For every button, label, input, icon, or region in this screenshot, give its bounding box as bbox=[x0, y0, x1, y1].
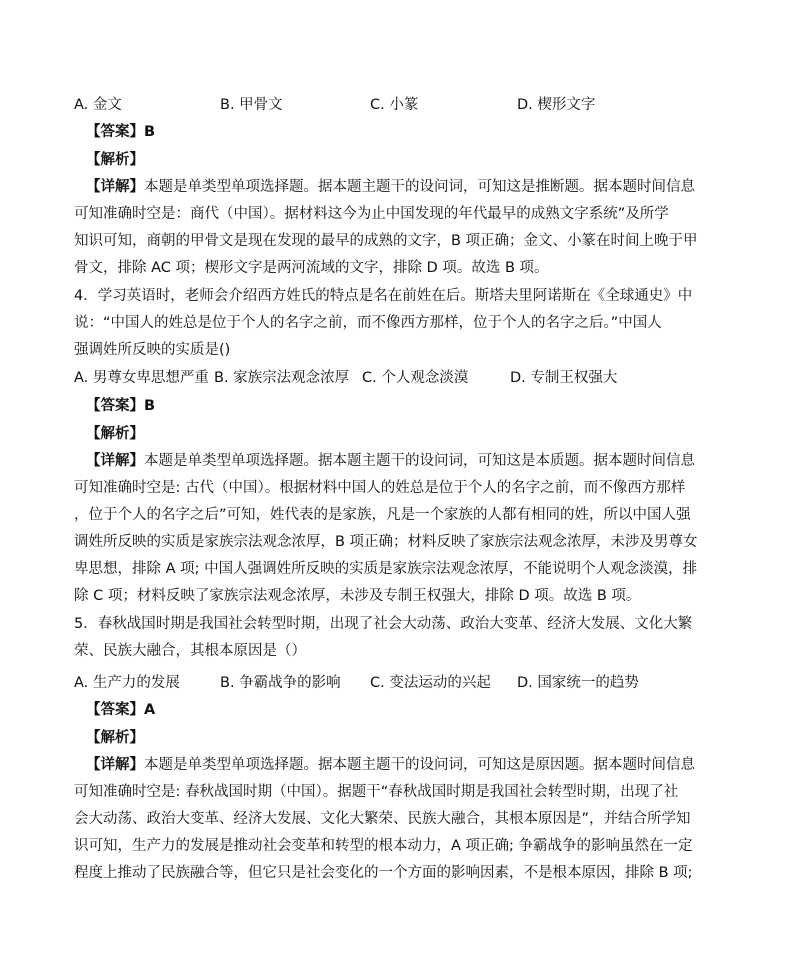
answer-label: 【答案】 bbox=[86, 398, 144, 414]
detail-label: 【详解】 bbox=[86, 179, 144, 195]
q4-stem-line: 说：“中国人的姓总是位于个人的名字之前，而不像西方那样，位于个人的名字之后。”中国人 bbox=[74, 315, 662, 331]
q4-detail-line: ，位于个人的名字之后”可知，姓代表的是家族，凡是一个家族的人都有相同的姓，所以中国人强 bbox=[74, 507, 691, 523]
answer-value: A bbox=[144, 702, 156, 718]
q5-detail-line: 可知准确时空是: 春秋战国时期（中国）。据题干“春秋战国时期是我国社会转型时期，出现了社 bbox=[74, 784, 679, 800]
q5-option-d: D. 国家统一的趋势 bbox=[517, 675, 639, 691]
detail-label: 【详解】 bbox=[86, 453, 144, 469]
q3-analysis-label bbox=[86, 150, 746, 170]
q3-option-c: C. 小篆 bbox=[370, 97, 419, 113]
q5-option-a: A. 生产力的发展 bbox=[74, 675, 180, 691]
q5-detail-line: 识可知，生产力的发展是推动社会变革和转型的根本动力，A 项正确; 争霸战争的影响虽然在一定 bbox=[74, 838, 693, 854]
q4-option-d: D. 专制王权强大 bbox=[510, 370, 618, 386]
q4-option-c: C. 个人观念淡漠 bbox=[362, 370, 469, 386]
q3-detail-line: 知识可知，商朝的甲骨文是现在发现的最早的成熟的文字，B 项正确；金文、小篆在时间上晚于甲 bbox=[74, 233, 698, 249]
answer-label: 【答案】 bbox=[86, 702, 144, 718]
q3-options bbox=[74, 95, 734, 115]
q3-detail-line: 骨文，排除 AC 项；楔形文字是两河流域的文字，排除 D 项。故选 B 项。 bbox=[74, 260, 549, 276]
q4-stem-line: 强调姓所反映的实质是() bbox=[74, 342, 231, 358]
answer-value: B bbox=[144, 398, 156, 414]
q5-stem-line: 荣、民族大融合，其根本原因是（） bbox=[74, 643, 306, 659]
analysis-label: 【解析】 bbox=[86, 426, 144, 442]
q4-option-b: B. 家族宗法观念浓厚 bbox=[214, 370, 350, 386]
analysis-label: 【解析】 bbox=[86, 152, 144, 168]
q4-detail-line: 调姓所反映的实质是家族宗法观念浓厚，B 项正确；材料反映了家族宗法观念浓厚，未涉及男尊女 bbox=[74, 534, 698, 550]
q4-detail-line: 除 C 项；材料反映了家族宗法观念浓厚，未涉及专制王权强大，排除 D 项。故选 B 项。 bbox=[74, 588, 641, 604]
q5-answer bbox=[86, 700, 746, 720]
q4-options bbox=[74, 368, 734, 388]
answer-value: B bbox=[144, 124, 156, 140]
q3-detail-line: 可知准确时空是：商代（中国）。据材料这今为止中国发现的年代最早的成熟文字系统”及所学 bbox=[74, 206, 669, 222]
q4-detail-line: 可知准确时空是: 古代（中国）。根据材料中国人的姓总是位于个人的名字之前，而不像西方那样 bbox=[74, 480, 686, 496]
q5-option-b: B. 争霸战争的影响 bbox=[220, 675, 341, 691]
q4-analysis-label bbox=[86, 424, 746, 444]
q3-option-b: B. 甲骨文 bbox=[220, 97, 283, 113]
q5-detail-line: 会大动荡、政治大变革、经济大发展、文化大繁荣、民族大融合，其根本原因是”，并结合所学知 bbox=[74, 811, 691, 827]
q4-detail-line bbox=[86, 451, 746, 471]
detail-label: 【详解】 bbox=[86, 757, 144, 773]
q5-option-c: C. 变法运动的兴起 bbox=[370, 675, 491, 691]
q4-option-a: A. 男尊女卑思想严重 bbox=[74, 370, 209, 386]
q3-option-a: A. 金文 bbox=[74, 97, 122, 113]
q5-analysis-label bbox=[86, 728, 746, 748]
detail-text: 本题是单类型单项选择题。据本题主题干的设问词，可知这是本质题。据本题时间信息 bbox=[144, 453, 695, 469]
analysis-label: 【解析】 bbox=[86, 730, 144, 746]
detail-text: 本题是单类型单项选择题。据本题主题干的设问词，可知这是推断题。据本题时间信息 bbox=[144, 179, 695, 195]
q5-detail-line bbox=[86, 755, 746, 775]
q3-answer bbox=[86, 122, 746, 142]
detail-text: 本题是单类型单项选择题。据本题主题干的设问词，可知这是原因题。据本题时间信息 bbox=[144, 757, 695, 773]
q4-stem-line: 4．学习英语时，老师会介绍西方姓氏的特点是名在前姓在后。斯塔夫里阿诺斯在《全球通史》中 bbox=[74, 288, 693, 304]
q4-detail-line: 卑思想，排除 A 项; 中国人强调姓所反映的实质是家族宗法观念浓厚，不能说明个人观念淡漠，排 bbox=[74, 561, 698, 577]
answer-label: 【答案】 bbox=[86, 124, 144, 140]
q3-detail-line bbox=[86, 177, 746, 197]
q3-option-d: D. 楔形文字 bbox=[517, 97, 596, 113]
q4-answer bbox=[86, 396, 746, 416]
q5-options bbox=[74, 673, 734, 693]
q5-detail-line: 程度上推动了民族融合等，但它只是社会变化的一个方面的影响因素，不是根本原因，排除 B 项; bbox=[74, 865, 693, 881]
q5-stem-line: 5．春秋战国时期是我国社会转型时期，出现了社会大动荡、政治大变革、经济大发展、文化大繁 bbox=[74, 616, 693, 632]
